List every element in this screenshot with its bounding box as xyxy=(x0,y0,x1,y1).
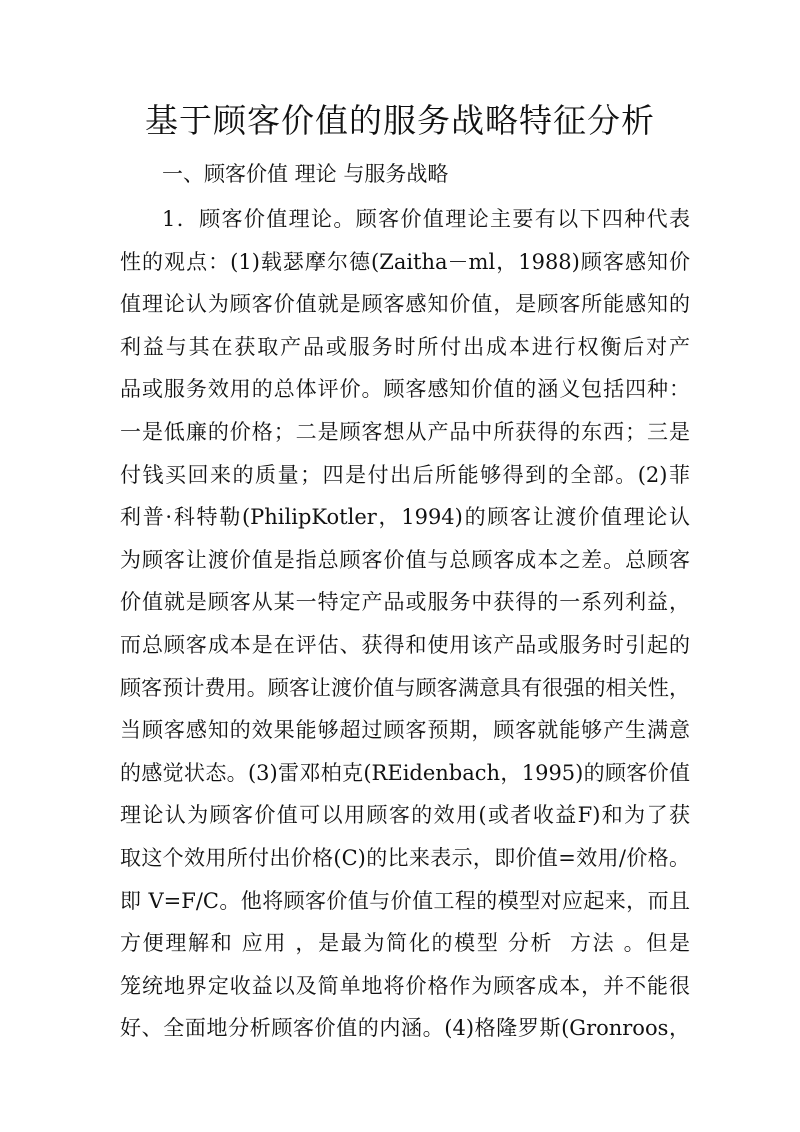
paragraph-line: 笼统地界定收益以及简单地将价格作为顾客成本，并不能很 xyxy=(120,973,690,998)
paragraph-line: 顾客预计费用。顾客让渡价值与顾客满意具有很强的相关性， xyxy=(120,675,690,700)
paragraph-line: 好、全面地分析顾客价值的内涵。(4)格隆罗斯(Gronroos， xyxy=(120,1016,690,1041)
paragraph-line: 价值就是顾客从某一特定产品或服务中获得的一系列利益， xyxy=(120,590,690,615)
paragraph-line: 利普·科特勒(PhilipKotler，1994)的顾客让渡价值理论认 xyxy=(120,505,690,530)
paragraph-line: 即 V=F/C。他将顾客价值与价值工程的模型对应起来，而且 xyxy=(120,888,690,913)
paragraph-line: 品或服务效用的总体评价。顾客感知价值的涵义包括四种： xyxy=(120,377,690,402)
paragraph-line: 一是低廉的价格；二是顾客想从产品中所获得的东西；三是 xyxy=(120,419,690,444)
paragraph-line: 理论认为顾客价值可以用顾客的效用(或者收益F)和为了获 xyxy=(120,803,690,828)
paragraph-line: 而总顾客成本是在评估、获得和使用该产品或服务时引起的 xyxy=(120,632,690,657)
paragraph-line: 利益与其在获取产品或服务时所付出成本进行权衡后对产 xyxy=(120,334,690,359)
paragraph-line: 付钱买回来的质量；四是付出后所能够得到的全部。(2)菲 xyxy=(120,462,690,487)
paragraph-line: 的感觉状态。(3)雷邓柏克(REidenbach，1995)的顾客价值 xyxy=(120,760,690,785)
paragraph-line: 方便理解和 应用 ，是最为简化的模型 分析 方法 。但是 xyxy=(120,931,690,956)
paragraph-line: 1．顾客价值理论。顾客价值理论主要有以下四种代表 xyxy=(162,207,690,231)
paragraph-line: 当顾客感知的效果能够超过顾客预期，顾客就能够产生满意 xyxy=(120,718,690,743)
body-paragraph xyxy=(120,198,690,1050)
paragraph-line: 性的观点：(1)载瑟摩尔德(Zaitha－ml，1988)顾客感知价 xyxy=(120,249,690,274)
document-title: 基于顾客价值的服务战略特征分析 xyxy=(145,101,655,140)
section-heading: 一、顾客价值 理论 与服务战略 xyxy=(162,162,449,186)
paragraph-line: 取这个效用所付出价格(C)的比来表示，即价值=效用/价格。 xyxy=(120,845,690,870)
paragraph-line: 为顾客让渡价值是指总顾客价值与总顾客成本之差。总顾客 xyxy=(120,547,690,572)
paragraph-line: 值理论认为顾客价值就是顾客感知价值，是顾客所能感知的 xyxy=(120,292,690,317)
